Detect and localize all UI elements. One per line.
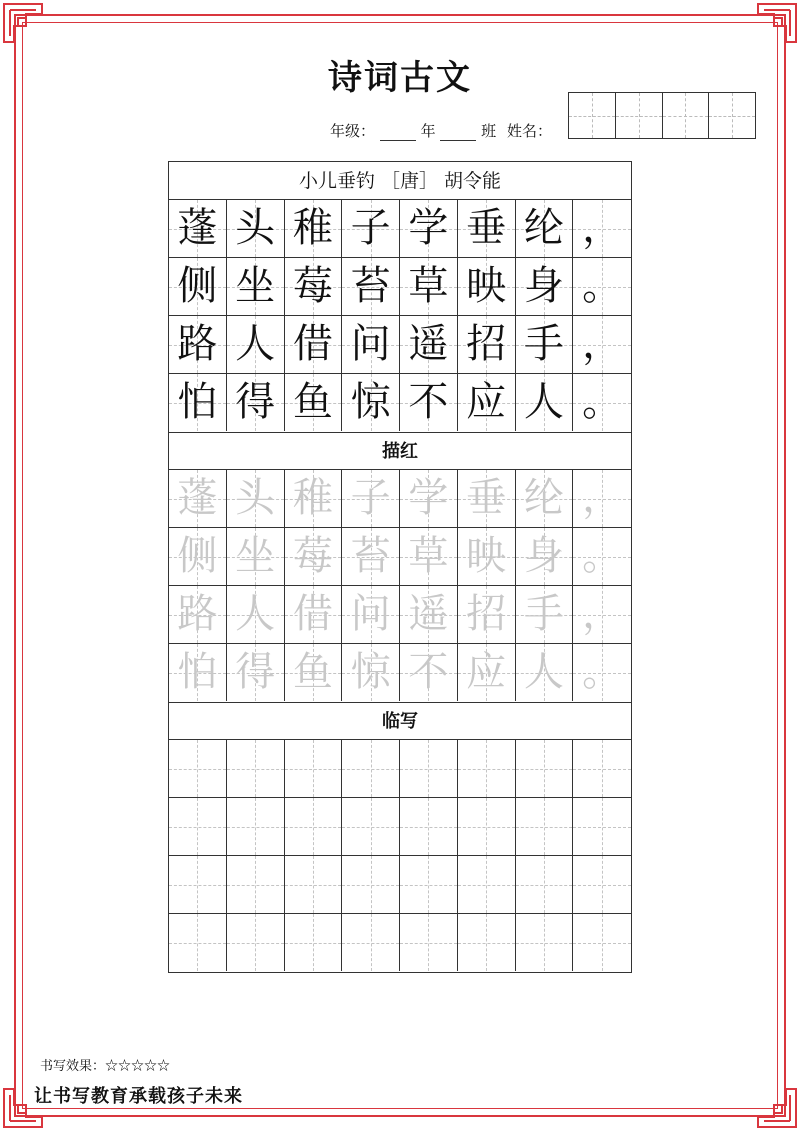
- blank-cell[interactable]: [227, 914, 285, 971]
- blank-cell[interactable]: [342, 914, 400, 971]
- character-cell: [169, 200, 227, 257]
- character-cell: [458, 528, 516, 585]
- character: 招: [466, 591, 507, 637]
- character: 。: [582, 533, 623, 579]
- character-cell: [516, 316, 574, 373]
- character-cell: [400, 528, 458, 585]
- character-cell: [573, 374, 631, 431]
- character: 学: [408, 205, 449, 251]
- class-suffix: 班: [481, 122, 497, 140]
- blank-cell[interactable]: [458, 914, 516, 971]
- practice-rows: [169, 740, 631, 972]
- grid-row: [169, 200, 631, 258]
- character: 坐: [235, 533, 276, 579]
- character: 纶: [523, 475, 564, 521]
- blank-cell[interactable]: [458, 798, 516, 855]
- character: 侧: [177, 263, 218, 309]
- character: 垂: [466, 475, 507, 521]
- blank-cell[interactable]: [573, 856, 631, 913]
- character: 草: [408, 263, 449, 309]
- character-cell: [573, 200, 631, 257]
- character-cell: [573, 586, 631, 643]
- character-cell: [400, 374, 458, 431]
- character: 不: [408, 649, 449, 695]
- character-cell: [400, 316, 458, 373]
- character-cell: [516, 374, 574, 431]
- character: 鱼: [292, 379, 333, 425]
- character: 侧: [177, 533, 218, 579]
- blank-cell[interactable]: [516, 914, 574, 971]
- character-cell: [285, 470, 343, 527]
- grade-label: 年级：: [330, 122, 376, 140]
- blank-cell[interactable]: [227, 856, 285, 913]
- character-cell: [169, 470, 227, 527]
- character: 映: [466, 263, 507, 309]
- character-cell: [516, 586, 574, 643]
- year-suffix: 年: [420, 122, 436, 140]
- character-cell: [458, 374, 516, 431]
- class-blank[interactable]: [440, 126, 476, 141]
- character: 。: [582, 263, 623, 309]
- character: 子: [350, 205, 391, 251]
- character-cell: [400, 644, 458, 701]
- rating-label: 书写效果：: [40, 1059, 106, 1074]
- character: 。: [582, 649, 623, 695]
- blank-cell[interactable]: [285, 740, 343, 797]
- character-cell: [169, 528, 227, 585]
- character-cell: [169, 644, 227, 701]
- grid-row: [169, 316, 631, 374]
- student-info-line: [330, 120, 552, 141]
- character-cell: [227, 528, 285, 585]
- corner-ornament-top-left: [0, 0, 46, 46]
- poem-rows: [169, 200, 631, 432]
- character-cell: [400, 470, 458, 527]
- blank-cell[interactable]: [342, 740, 400, 797]
- character-cell: [285, 586, 343, 643]
- blank-cell[interactable]: [342, 798, 400, 855]
- character-cell: [342, 644, 400, 701]
- character: 怕: [177, 379, 218, 425]
- character-cell: [458, 258, 516, 315]
- character: 应: [466, 649, 507, 695]
- character: 遥: [408, 321, 449, 367]
- character: 莓: [292, 263, 333, 309]
- character: 人: [235, 321, 276, 367]
- writing-rating: [40, 1055, 170, 1074]
- blank-cell[interactable]: [285, 914, 343, 971]
- character: 苔: [350, 533, 391, 579]
- character: 问: [350, 321, 391, 367]
- character-cell: [227, 470, 285, 527]
- blank-cell[interactable]: [573, 798, 631, 855]
- blank-cell[interactable]: [458, 740, 516, 797]
- blank-cell[interactable]: [516, 740, 574, 797]
- grid-row: [169, 740, 631, 798]
- name-label: 姓名：: [506, 122, 552, 140]
- blank-cell[interactable]: [285, 798, 343, 855]
- blank-cell[interactable]: [169, 914, 227, 971]
- blank-cell[interactable]: [169, 740, 227, 797]
- character: 鱼: [292, 649, 333, 695]
- character: 借: [292, 591, 333, 637]
- footer-slogan: 让书写教育承载孩子未来: [34, 1086, 243, 1107]
- character: 学: [408, 475, 449, 521]
- grade-blank[interactable]: [380, 126, 416, 141]
- character-cell: [285, 316, 343, 373]
- trace-header: 描红: [169, 432, 631, 470]
- character-cell: [400, 200, 458, 257]
- character: ，: [582, 205, 623, 251]
- corner-ornament-top-right: [754, 0, 800, 46]
- character: 。: [582, 379, 623, 425]
- character: 问: [350, 591, 391, 637]
- character-cell: [342, 258, 400, 315]
- character-cell: [342, 528, 400, 585]
- blank-cell[interactable]: [400, 798, 458, 855]
- character: 纶: [523, 205, 564, 251]
- character: 身: [523, 533, 564, 579]
- character: 人: [235, 591, 276, 637]
- character-cell: [342, 586, 400, 643]
- character-cell: [169, 258, 227, 315]
- blank-cell[interactable]: [227, 740, 285, 797]
- character: 人: [523, 649, 564, 695]
- character-cell: [516, 258, 574, 315]
- name-boxes[interactable]: [568, 92, 756, 139]
- character: 稚: [292, 205, 333, 251]
- character: 子: [350, 475, 391, 521]
- character-cell: [516, 644, 574, 701]
- grid-row: [169, 914, 631, 972]
- character: ，: [582, 321, 623, 367]
- character-cell: [516, 200, 574, 257]
- character: 遥: [408, 591, 449, 637]
- character-cell: [516, 528, 574, 585]
- blank-cell[interactable]: [516, 798, 574, 855]
- character: 稚: [292, 475, 333, 521]
- character: 人: [523, 379, 564, 425]
- blank-cell[interactable]: [169, 798, 227, 855]
- grid-row: [169, 798, 631, 856]
- character: 身: [523, 263, 564, 309]
- character-cell: [573, 644, 631, 701]
- blank-cell[interactable]: [458, 856, 516, 913]
- character: 莓: [292, 533, 333, 579]
- character-cell: [400, 586, 458, 643]
- name-box[interactable]: [663, 93, 710, 138]
- character-cell: [573, 316, 631, 373]
- character-cell: [573, 258, 631, 315]
- character-cell: [169, 374, 227, 431]
- blank-cell[interactable]: [573, 914, 631, 971]
- page-title: 诗词古文: [328, 58, 472, 98]
- character: 垂: [466, 205, 507, 251]
- rating-stars[interactable]: ☆☆☆☆☆: [105, 1059, 171, 1074]
- character: 路: [177, 591, 218, 637]
- character-cell: [227, 644, 285, 701]
- character-cell: [227, 586, 285, 643]
- blank-cell[interactable]: [400, 856, 458, 913]
- character-cell: [458, 316, 516, 373]
- character-cell: [169, 586, 227, 643]
- character: 不: [408, 379, 449, 425]
- character-cell: [285, 528, 343, 585]
- character-cell: [458, 470, 516, 527]
- grid-row: [169, 586, 631, 644]
- blank-cell[interactable]: [169, 856, 227, 913]
- character-cell: [400, 258, 458, 315]
- character: 得: [235, 649, 276, 695]
- character: 蓬: [177, 205, 218, 251]
- character-cell: [285, 200, 343, 257]
- blank-cell[interactable]: [400, 914, 458, 971]
- character: ，: [582, 591, 623, 637]
- character-cell: [342, 374, 400, 431]
- practice-header: 临写: [169, 702, 631, 740]
- character-cell: [169, 316, 227, 373]
- character-cell: [573, 470, 631, 527]
- name-box[interactable]: [709, 93, 755, 138]
- character: 草: [408, 533, 449, 579]
- character: 坐: [235, 263, 276, 309]
- character-cell: [227, 374, 285, 431]
- corner-ornament-bottom-right: [754, 1085, 800, 1131]
- character-cell: [458, 200, 516, 257]
- character: ，: [582, 475, 623, 521]
- character-cell: [227, 200, 285, 257]
- blank-cell[interactable]: [516, 856, 574, 913]
- character: 手: [523, 321, 564, 367]
- grid-row: [169, 856, 631, 914]
- character: 得: [235, 379, 276, 425]
- character: 应: [466, 379, 507, 425]
- character: 怕: [177, 649, 218, 695]
- character: 招: [466, 321, 507, 367]
- character: 惊: [350, 649, 391, 695]
- character: 苔: [350, 263, 391, 309]
- blank-cell[interactable]: [342, 856, 400, 913]
- poem-header: 小儿垂钓 ［唐］ 胡令能: [169, 162, 631, 200]
- character: 头: [235, 205, 276, 251]
- blank-cell[interactable]: [285, 856, 343, 913]
- character-cell: [342, 470, 400, 527]
- blank-cell[interactable]: [573, 740, 631, 797]
- character: 头: [235, 475, 276, 521]
- blank-cell[interactable]: [400, 740, 458, 797]
- grid-row: [169, 258, 631, 316]
- character: 借: [292, 321, 333, 367]
- grid-row: [169, 644, 631, 702]
- character-cell: [285, 258, 343, 315]
- grid-row: [169, 528, 631, 586]
- grid-row: [169, 470, 631, 528]
- character-cell: [458, 644, 516, 701]
- worksheet-grid: [168, 161, 632, 973]
- character: 手: [523, 591, 564, 637]
- character: 映: [466, 533, 507, 579]
- character-cell: [342, 316, 400, 373]
- name-box[interactable]: [569, 93, 616, 138]
- character-cell: [227, 316, 285, 373]
- blank-cell[interactable]: [227, 798, 285, 855]
- trace-rows: [169, 470, 631, 702]
- character-cell: [285, 374, 343, 431]
- character: 蓬: [177, 475, 218, 521]
- grid-row: [169, 374, 631, 432]
- character-cell: [516, 470, 574, 527]
- character-cell: [285, 644, 343, 701]
- character-cell: [227, 258, 285, 315]
- name-box[interactable]: [616, 93, 663, 138]
- character-cell: [573, 528, 631, 585]
- character-cell: [342, 200, 400, 257]
- character: 惊: [350, 379, 391, 425]
- character-cell: [458, 586, 516, 643]
- character: 路: [177, 321, 218, 367]
